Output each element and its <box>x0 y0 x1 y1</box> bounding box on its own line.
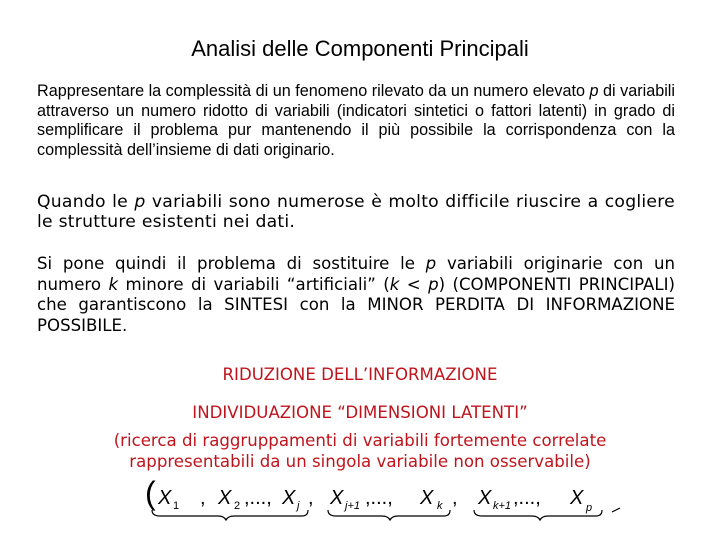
paragraph-problem <box>37 192 675 232</box>
formula-x1-subscript: 1 <box>173 500 180 512</box>
formula-xj1: X <box>330 487 344 509</box>
formula-ellipsis: ,..., <box>365 487 393 509</box>
formula-comma: , <box>200 487 206 509</box>
variable-k: k <box>108 274 119 294</box>
formula-xp: X <box>570 487 584 509</box>
paragraph-solution-text: Si pone quindi il problema di sostituire le <box>37 254 426 273</box>
variable-p: p <box>589 82 599 100</box>
variables-formula <box>140 476 640 520</box>
formula-ellipsis: ,..., <box>513 487 541 509</box>
formula-xj1-subscript: j+1 <box>345 500 360 512</box>
paragraph-solution <box>37 254 675 336</box>
variable-k: k <box>389 274 400 294</box>
red-heading-reduction: RIDUZIONE DELL’INFORMAZIONE <box>222 365 498 384</box>
paragraph-problem-rest: variabili sono numerose è molto difficile riuscire a cogliere le strutture esistenti nei dati. <box>37 192 675 232</box>
formula-x1: X <box>158 487 172 509</box>
paragraph-definition <box>37 82 675 160</box>
formula-open-paren: ( <box>145 475 156 511</box>
variable-p: p <box>425 254 437 273</box>
formula-xk-subscript: k <box>437 500 443 512</box>
formula-x2-subscript: 2 <box>234 500 241 512</box>
formula-graphic <box>140 476 640 520</box>
paragraph-solution-text-2: variabili originarie con un numero <box>37 254 675 294</box>
paragraph-definition-rest: di variabili attraverso un numero ridotto di variabili (indicatori sintetici o fattori latenti) in grado di semplificare il problema pur mantenendo il più possibile la corrispondenza con la complessità dell’insieme di dati originario. <box>37 82 676 159</box>
paragraph-definition-text: Rappresentare la complessità di un fenomeno rilevato da un numero elevato <box>37 82 590 100</box>
closing-mark <box>612 508 620 512</box>
formula-x2: X <box>218 487 232 509</box>
formula-xj-subscript: j <box>297 500 300 512</box>
paragraph-solution-text-4: ) (COMPONENTI PRINCIPALI) che garantiscono la SINTESI con la MINOR PERDITA DI INFORMAZIONE POSSIBILE. <box>37 274 675 335</box>
formula-xk: X <box>420 487 434 509</box>
paragraph-solution-text-3: minore di variabili “artificiali” ( <box>118 274 390 294</box>
variable-p: p <box>428 274 439 294</box>
variable-p: p <box>134 192 146 212</box>
formula-ellipsis: ,..., <box>244 487 272 509</box>
red-note-line-1: (ricerca di raggruppamenti di variabili fortemente correlate <box>113 431 607 450</box>
formula-xk1-subscript: k+1 <box>493 500 512 512</box>
formula-comma: , <box>452 487 458 509</box>
red-note-line-2: rappresentabili da un singola variabile non osservabile) <box>129 452 591 471</box>
formula-xp-subscript: p <box>586 502 593 514</box>
formula-comma: , <box>308 487 314 509</box>
formula-xk1: X <box>478 487 492 509</box>
paragraph-problem-text: Quando le <box>37 192 135 212</box>
formula-xj: X <box>282 487 296 509</box>
slide-title: Analisi delle Componenti Principali <box>191 36 529 61</box>
red-heading-latent-dimensions: INDIVIDUAZIONE “DIMENSIONI LATENTI” <box>192 403 528 422</box>
less-than-sign: < <box>399 274 429 294</box>
